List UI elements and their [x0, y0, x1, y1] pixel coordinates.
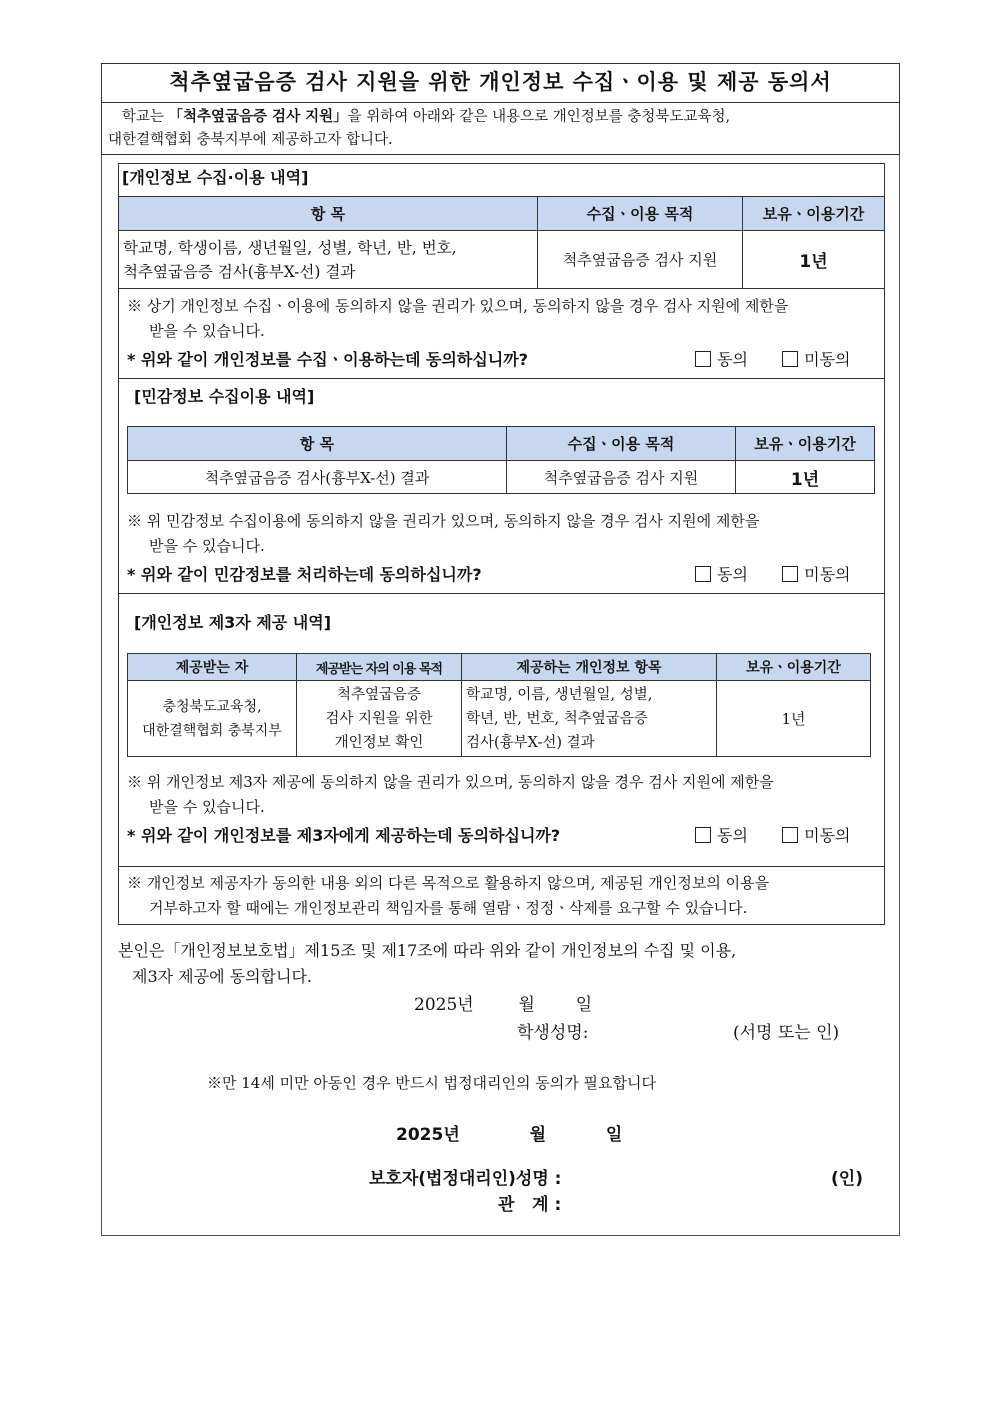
section1-question: * 위와 같이 개인정보를 수집ㆍ이용하는데 동의하십니까? [127, 350, 528, 369]
s1-disagree-checkbox[interactable] [782, 351, 798, 367]
consent-day: 일 [575, 995, 593, 1015]
intro-highlight: 「척추옆굽음증 검사 지원」 [168, 108, 348, 125]
section3-question: * 위와 같이 개인정보를 제3자에게 제공하는데 동의하십니까? [127, 826, 561, 845]
consent-year: 2025년 [414, 995, 474, 1015]
s3-disagree-label: 미동의 [804, 826, 851, 845]
section-divider [118, 866, 885, 867]
s1-disagree-label: 미동의 [804, 350, 851, 369]
s1-cell-period: 1년 [743, 231, 885, 289]
consent-month: 월 [518, 995, 535, 1015]
guardian-date [396, 1120, 622, 1145]
guardian-year: 2025년 [396, 1125, 460, 1145]
section3-note [127, 770, 774, 820]
consent-date [414, 990, 592, 1015]
intro-text [101, 103, 900, 155]
guardian-name-label: 보호자(법정대리인)성명 : [369, 1169, 562, 1189]
section3-table [127, 653, 871, 757]
final-note-line1: ※ 개인정보 제공자가 동의한 내용 외의 다른 목적으로 활용하지 않으며, 제공된 개인정보의 이용을 [127, 874, 770, 892]
s3-header-recipient: 제공받는 자 [128, 654, 297, 681]
s3-disagree-checkbox[interactable] [782, 827, 798, 843]
s3-items-line1: 학교명, 이름, 생년월일, 성별, [466, 686, 653, 703]
s1-agree-checkbox[interactable] [695, 351, 711, 367]
consent-line1: 본인은「개인정보보호법」제15조 및 제17조에 따라 위와 같이 개인정보의 수집 및 이용, [118, 941, 737, 960]
s2-cell-period: 1년 [736, 461, 875, 494]
sign-hint: (서명 또는 인) [733, 1023, 840, 1043]
s3-cell-purpose [297, 681, 462, 757]
s3-header-period: 보유ㆍ이용기간 [717, 654, 871, 681]
s2-agree-checkbox[interactable] [695, 566, 711, 582]
s1-note-line2: 받을 수 있습니다. [149, 322, 265, 340]
intro-line1-rest: 을 위하여 아래와 같은 내용으로 개인정보를 충청북도교육청, [347, 109, 731, 125]
section3-checks [695, 823, 850, 846]
s3-header-purpose: 제공받는 자의 이용 목적 [297, 654, 462, 681]
s2-disagree-label: 미동의 [804, 565, 851, 584]
s3-purpose-line1: 척추옆굽음증 [336, 686, 422, 703]
section1-heading: [개인정보 수집·이용 내역] [122, 168, 309, 187]
section1-table [118, 196, 885, 289]
final-note [127, 871, 769, 921]
section-divider [118, 593, 885, 594]
section1-checks [695, 347, 850, 370]
s1-agree-label: 동의 [717, 350, 748, 369]
s3-agree-checkbox[interactable] [695, 827, 711, 843]
s2-agree-label: 동의 [717, 565, 748, 584]
consent-statement [118, 938, 736, 990]
s3-agree-label: 동의 [717, 826, 748, 845]
s1-item-line1: 학교명, 학생이름, 생년월일, 성별, 학년, 반, 번호, [123, 238, 457, 257]
s2-note-line2: 받을 수 있습니다. [149, 537, 265, 555]
consent-line2: 제3자 제공에 동의합니다. [132, 967, 312, 986]
intro-prefix: 학교는 [121, 109, 169, 125]
s3-cell-recipient [128, 681, 297, 757]
s2-cell-purpose: 척추옆굽음증 검사 지원 [507, 461, 736, 494]
s3-cell-period: 1년 [717, 681, 871, 757]
s2-disagree-checkbox[interactable] [782, 566, 798, 582]
s2-header-purpose: 수집ㆍ이용 목적 [507, 427, 736, 461]
section2-note [127, 509, 759, 559]
s1-item-line2: 척추옆굽음증 검사(흉부X-선) 결과 [123, 262, 356, 281]
student-name-label: 학생성명: [517, 1023, 589, 1043]
s3-recipient-line1: 충청북도교육청, [162, 698, 262, 715]
s1-note-line1: ※ 상기 개인정보 수집ㆍ이용에 동의하지 않을 권리가 있으며, 동의하지 않을 경우 검사 지원에 제한을 [127, 297, 789, 315]
s1-header-period: 보유ㆍ이용기간 [743, 197, 885, 231]
section1-note [127, 294, 788, 344]
section-divider [118, 378, 885, 379]
guardian-name-field[interactable] [600, 1162, 820, 1186]
section2-heading: [민감정보 수집이용 내역] [134, 387, 315, 406]
s2-header-period: 보유ㆍ이용기간 [736, 427, 875, 461]
final-note-line2: 거부하고자 할 때에는 개인정보관리 책임자를 통해 열람ㆍ정정ㆍ삭제를 요구할 수 있습니다. [149, 899, 748, 917]
guardian-seal: (인) [831, 1169, 863, 1189]
section2-checks [695, 562, 850, 585]
minor-note: ※만 14세 미만 아동인 경우 반드시 법정대리인의 동의가 필요합니다 [207, 1074, 656, 1092]
relation-field[interactable] [600, 1188, 820, 1212]
intro-line2: 대한결핵협회 충북지부에 제공하고자 합니다. [108, 132, 393, 148]
relation-label: 관 계 : [498, 1195, 562, 1215]
form-title: 척추옆굽음증 검사 지원을 위한 개인정보 수집ㆍ이용 및 제공 동의서 [101, 63, 900, 103]
s3-note-line1: ※ 위 개인정보 제3자 제공에 동의하지 않을 권리가 있으며, 동의하지 않을 경우 검사 지원에 제한을 [127, 773, 774, 791]
s3-purpose-line2: 검사 지원을 위한 [325, 710, 433, 727]
s3-items-line2: 학년, 반, 번호, 척추옆굽음증 [466, 710, 648, 727]
s1-header-purpose: 수집ㆍ이용 목적 [538, 197, 743, 231]
section2-table [127, 426, 875, 494]
s3-header-items: 제공하는 개인정보 항목 [462, 654, 717, 681]
section3-heading: [개인정보 제3자 제공 내역] [134, 613, 332, 632]
s1-cell-item [119, 231, 538, 289]
s3-recipient-line2: 대한결핵협회 충북지부 [142, 722, 282, 739]
section2-question: * 위와 같이 민감정보를 처리하는데 동의하십니까? [127, 565, 482, 584]
s1-header-item: 항 목 [119, 197, 538, 231]
guardian-month: 월 [529, 1125, 547, 1145]
s2-note-line1: ※ 위 민감정보 수집이용에 동의하지 않을 권리가 있으며, 동의하지 않을 경우 검사 지원에 제한을 [127, 512, 760, 530]
s2-header-item: 항 목 [128, 427, 507, 461]
s3-cell-items [462, 681, 717, 757]
guardian-day: 일 [605, 1125, 623, 1145]
s2-cell-item: 척추옆굽음증 검사(흉부X-선) 결과 [128, 461, 507, 494]
student-name-field[interactable] [600, 1016, 750, 1040]
s1-cell-purpose: 척추옆굽음증 검사 지원 [538, 231, 743, 289]
s3-items-line3: 검사(흉부X-선) 결과 [466, 734, 595, 751]
s3-purpose-line3: 개인정보 확인 [334, 734, 424, 751]
s3-note-line2: 받을 수 있습니다. [149, 798, 265, 816]
